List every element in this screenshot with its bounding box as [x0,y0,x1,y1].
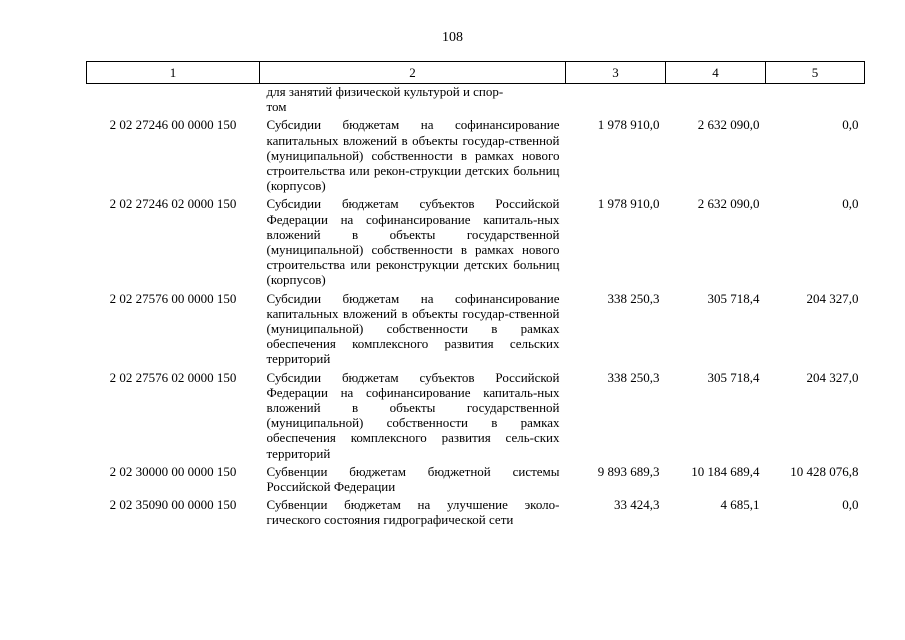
row-code: 2 02 27246 02 0000 150 [109,196,237,212]
row-value-col4: 2 632 090,0 [697,196,760,212]
row-description: Субвенции бюджетам на улучшение эколо-гического состояния гидрографической сети [266,497,560,528]
row-description: Субсидии бюджетам на софинансирование капитальных вложений в объекты государ-ственной (муниципальной) собственности в рамках обеспечения комплексного развития сельских территорий [266,290,560,367]
row-value-col5: 0,0 [842,196,859,212]
row-value-col3: 9 893 689,3 [597,463,660,479]
table-row [87,497,865,527]
row-value-col5: 0,0 [842,497,859,513]
row-value-col5: 10 428 076,8 [790,463,859,479]
row-description: Субсидии бюджетам субъектов Российской Федерации на софинансирование капиталь-ных вложений в объекты государственной (муниципальной) собственности в рамках нового строительства или реконструкции детских больниц (корпусов) [266,196,560,288]
header-col-2: 2 [260,62,566,84]
header-col-5: 5 [766,62,865,84]
row-description: Субсидии бюджетам на софинансирование капитальных вложений в объекты государ-ственной (муниципальной) собственности в рамках нового строительства или рекон-струкции детских больниц (корпусов) [266,117,560,194]
row-code: 2 02 27576 00 0000 150 [109,290,237,306]
header-row [87,62,865,84]
table-row [87,196,865,290]
row-value-col4: 305 718,4 [707,290,760,306]
row-description: Субсидии бюджетам субъектов Российской Федерации на софинансирование капиталь-ных вложений в объекты государственной (муниципальной) собственности в рамках обеспечения комплексного развития сель-ских территорий [266,369,560,461]
table-row [87,370,865,464]
budget-table [86,61,865,528]
table-row [87,117,865,196]
row-code: 2 02 27576 02 0000 150 [109,369,237,385]
row-value-col3: 1 978 910,0 [597,196,660,212]
row-value-col4: 10 184 689,4 [691,463,760,479]
row-value-col4: 2 632 090,0 [697,117,760,133]
row-value-col5: 204 327,0 [806,290,859,306]
row-value-col5: 0,0 [842,117,859,133]
page-number: 108 [442,30,463,45]
row-code: 2 02 35090 00 0000 150 [109,497,237,513]
row-value-col4: 4 685,1 [720,497,760,513]
table-row [87,291,865,370]
row-value-col5: 204 327,0 [806,369,859,385]
row-code: 2 02 27246 00 0000 150 [109,117,237,133]
row-value-col3: 338 250,3 [607,369,660,385]
header-col-1: 1 [87,62,260,84]
continuation-row [87,84,865,118]
row-value-col3: 338 250,3 [607,290,660,306]
table-row [87,464,865,497]
row-value-col4: 305 718,4 [707,369,760,385]
row-value-col3: 1 978 910,0 [597,117,660,133]
header-col-3: 3 [566,62,666,84]
row-code: 2 02 30000 00 0000 150 [109,463,237,479]
continuation-text: для занятий физической культурой и спор- том [266,84,504,115]
row-value-col3: 33 424,3 [614,497,660,513]
header-col-4: 4 [666,62,766,84]
row-description: Субвенции бюджетам бюджетной системы Российской Федерации [266,463,560,495]
